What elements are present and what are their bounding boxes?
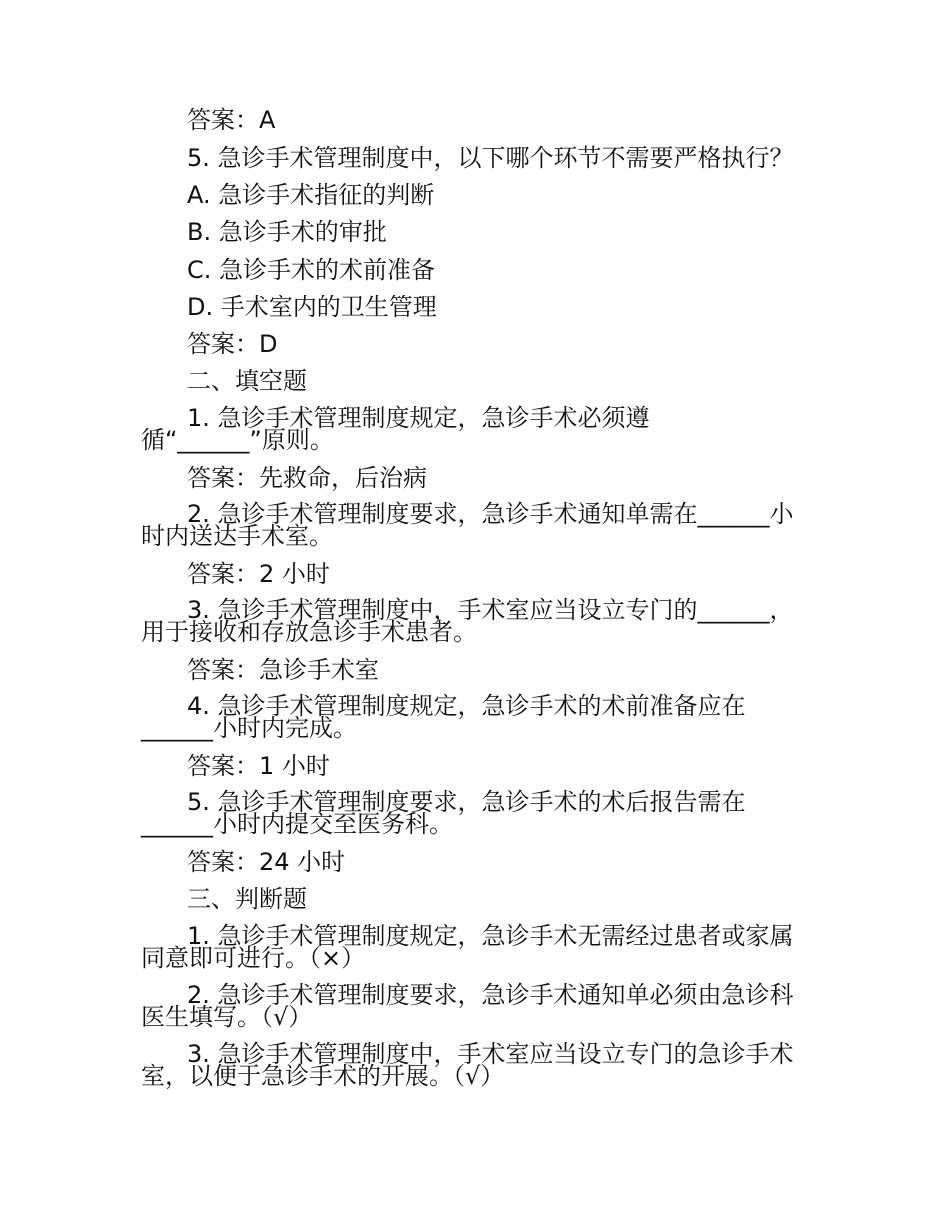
section-heading: 二、填空题 <box>187 367 307 395</box>
answer-line: 答案：D <box>187 330 278 358</box>
option-line: C. 急诊手术的术前准备 <box>187 256 436 284</box>
option-line: A. 急诊手术指征的判断 <box>187 181 435 209</box>
answer-line: 答案：24 小时 <box>187 848 346 876</box>
question-line-cont: ______小时内完成。 <box>141 714 357 742</box>
question-line: 2. 急诊手术管理制度要求，急诊手术通知单必须由急诊科 <box>187 981 794 1009</box>
option-line: B. 急诊手术的审批 <box>187 218 387 246</box>
question-line-cont: 用于接收和存放急诊手术患者。 <box>141 618 477 646</box>
question-line: 2. 急诊手术管理制度要求，急诊手术通知单需在______小 <box>187 500 794 528</box>
question-line-cont: 循“______”原则。 <box>141 426 334 454</box>
question-line: 1. 急诊手术管理制度规定，急诊手术必须遵 <box>187 404 650 432</box>
answer-line: 答案：A <box>187 106 276 134</box>
answer-line: 答案：1 小时 <box>187 752 330 780</box>
question-line: 5. 急诊手术管理制度中，以下哪个环节不需要严格执行？ <box>187 144 794 172</box>
question-line-cont: 室，以便于急诊手术的开展。（√） <box>141 1062 505 1090</box>
option-line: D. 手术室内的卫生管理 <box>187 293 437 321</box>
question-line: 3. 急诊手术管理制度中，手术室应当设立专门的急诊手术 <box>187 1040 794 1068</box>
answer-line: 答案：先救命，后治病 <box>187 464 427 492</box>
question-line: 1. 急诊手术管理制度规定，急诊手术无需经过患者或家属 <box>187 922 794 950</box>
question-line: 5. 急诊手术管理制度要求，急诊手术的术后报告需在 <box>187 788 746 816</box>
question-line-cont: 医生填写。（√） <box>141 1003 313 1031</box>
section-heading: 三、判断题 <box>187 885 307 913</box>
question-line: 4. 急诊手术管理制度规定，急诊手术的术前准备应在 <box>187 692 746 720</box>
question-line-cont: 时内送达手术室。 <box>141 522 333 550</box>
question-line-cont: 同意即可进行。（×） <box>141 944 366 972</box>
answer-line: 答案：急诊手术室 <box>187 656 379 684</box>
question-line-cont: ______小时内提交至医务科。 <box>141 810 453 838</box>
question-line: 3. 急诊手术管理制度中，手术室应当设立专门的______， <box>187 596 794 624</box>
answer-line: 答案：2 小时 <box>187 560 330 588</box>
